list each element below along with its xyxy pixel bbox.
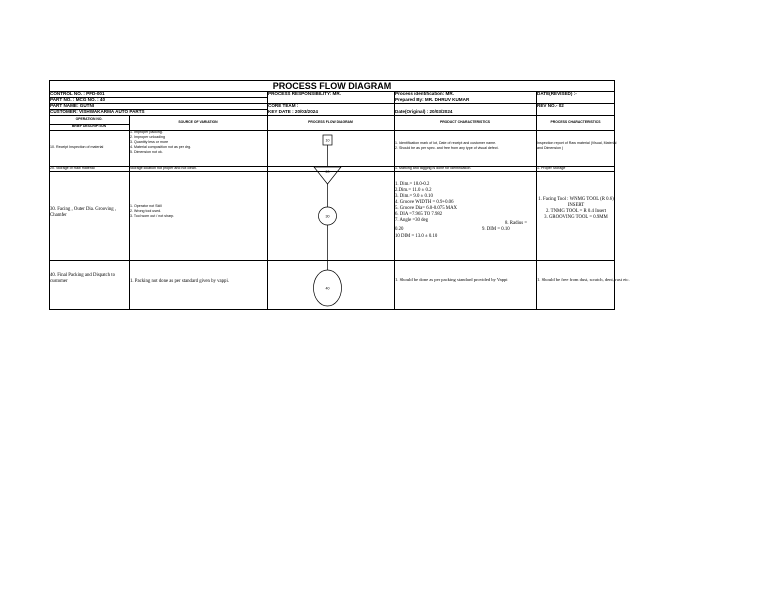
op-30: 30. Facing , Outer Dia. Grooving , Chamfer xyxy=(50,207,117,218)
product-char: 2.Dim.= 11.0 ± 0.2 xyxy=(395,188,432,193)
source-item: 2. Improper unloading xyxy=(130,135,165,139)
customer: CUSTOMER: VISHWAKARMA AUTO PARTS xyxy=(50,109,145,114)
process-char: 1. Should be free from dust, scratch, dent, rust etc. xyxy=(537,277,630,282)
product-char: 3. Dim.= 9.0 ± 0.10 xyxy=(395,194,433,199)
process-char: and Dimension ) xyxy=(537,146,564,150)
col-op-no: OPERATION NO. xyxy=(75,117,103,121)
control-no: CONTROL NO. : PFD-001 xyxy=(50,91,105,96)
prepared-by: Prepared By: MR. DHRUV KUMAR xyxy=(395,97,470,102)
process-flow-diagram xyxy=(267,130,394,310)
col-brief: BRIEF DESCRIPTION xyxy=(71,124,107,128)
col-flow: PROCESS FLOW DIAGRAM xyxy=(308,120,353,124)
source-item: 3. Quantity less or more xyxy=(130,140,169,144)
core-team: CORE TEAM : xyxy=(268,103,299,108)
process-char: 1. Proper Storage xyxy=(537,166,566,170)
date-revised: DATE(REVISED) :- xyxy=(537,91,577,96)
symbol-label-20: 20 xyxy=(325,170,330,174)
product-char: 7. Angle =30 deg xyxy=(395,218,429,223)
product-char: 6. DIA =7.965 TO 7.982 xyxy=(395,212,443,217)
process-char: 1. Facing Tool : WNMG TOOL (R 0.6) xyxy=(538,197,614,202)
product-char: 1. Identification mark of lot, Date of receipt and customer name. xyxy=(395,141,497,145)
process-identification: Process identification: MR. xyxy=(395,91,454,96)
source-item: 4. Material composition not as per drg. xyxy=(130,145,192,149)
col-product: PRODUCT CHARACTERISTICS xyxy=(439,120,491,124)
col-source: SOURCE OF VARIATION xyxy=(178,120,218,124)
source-item: 1. Improper packing. xyxy=(130,130,163,134)
product-char: 0.20 xyxy=(395,227,404,232)
source-item: 1. Operator not Skill xyxy=(130,204,162,208)
page-title: PROCESS FLOW DIAGRAM xyxy=(272,81,392,91)
symbol-label-30: 30 xyxy=(325,214,330,219)
source-item: Storage location not proper and not clean. xyxy=(130,166,197,170)
process-char: 2. TNMG TOOL = R 0.4 Insert xyxy=(545,209,607,214)
product-char: 1. Marking and tagging is done for identification. xyxy=(395,166,472,170)
process-char: 3. GROOVING TOOL = 0.9MM xyxy=(544,215,608,220)
product-char: 5. Groove Dia= 6.0-0.075 MAX xyxy=(395,206,457,211)
process-responsibility: PROCESS RESPONSIBILITY: MR. xyxy=(268,91,341,96)
product-char: 2. Should be as per spec. and free from any type of visual defect. xyxy=(395,146,499,150)
product-char: 10 DIM = 13.0 ± 0.10 xyxy=(395,234,438,239)
source-item: 2. Wrong tool used. xyxy=(130,209,162,213)
process-char: INSERT xyxy=(567,203,585,208)
op-40: 40. Final Packing and Dispatch to customer xyxy=(50,273,116,284)
part-no: PART NO. : MCG NO. : 40 xyxy=(50,97,106,102)
part-name: PART NAME: GUTNI xyxy=(50,103,95,108)
source-item: 1. Packing not done as per standard given by vappi. xyxy=(130,279,229,284)
product-char: 1. Dim.= 18.0-0.2 xyxy=(395,182,430,187)
source-item: 5. Dimension not ok. xyxy=(130,150,163,154)
symbol-label-10: 10 xyxy=(325,138,330,143)
product-char: 9. DIM = 0.10 xyxy=(482,227,510,232)
key-date: KEY DATE : 20/03/2024 xyxy=(268,109,318,114)
col-process: PROCESS CHARACTERISTICS xyxy=(550,120,601,124)
op-10: 10. Receipt Inspection of material xyxy=(50,145,104,149)
product-char: 1. Should be done as per packing standard provided by Vappi xyxy=(395,277,508,282)
process-char: Inspection report of Raw material (Visual, Material xyxy=(537,141,617,145)
product-char: 8. Radius = xyxy=(505,221,528,226)
op-20: 20. Storage of Raw material xyxy=(50,166,95,170)
rev-no: REV NO.- 02 xyxy=(537,103,564,108)
date-original: Date(Original) : 20/03/2024 xyxy=(395,109,453,114)
symbol-label-40: 40 xyxy=(325,286,330,291)
source-item: 3. Tool worn out / not sharp. xyxy=(130,214,175,218)
product-char: 4. Groove WIDTH = 0.9+0.06 xyxy=(395,200,454,205)
